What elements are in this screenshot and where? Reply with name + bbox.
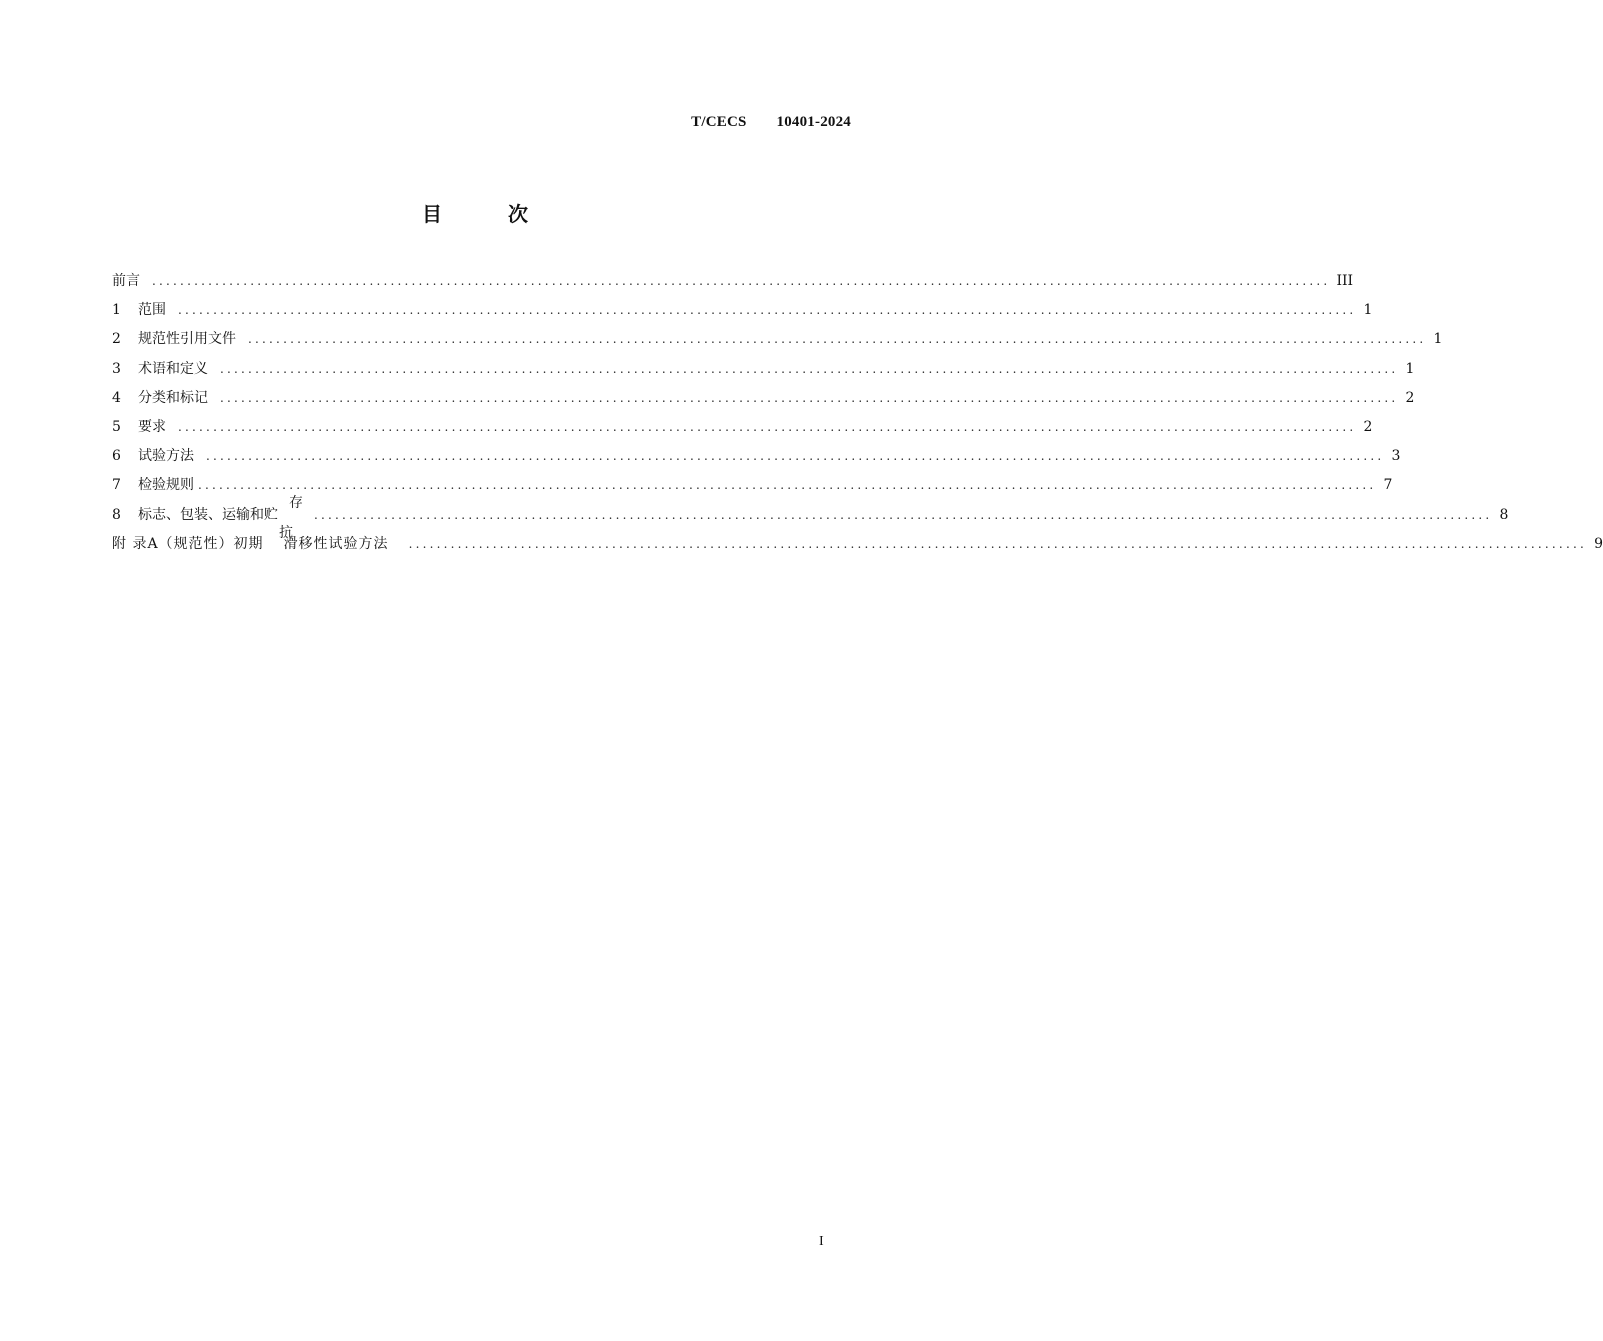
displaced-char-cun: 存 — [289, 495, 303, 511]
toc-entry-3[interactable] — [112, 358, 1415, 387]
toc-entry-page: 2 — [1363, 418, 1373, 435]
toc-leader-dots: ........................................................................................................................................................................ — [314, 507, 1493, 522]
standard-code: T/CECS — [691, 114, 747, 130]
toc-entry-2[interactable] — [112, 328, 1443, 357]
toc-entry-appendix-a[interactable] — [112, 533, 1603, 562]
toc-leader-dots: ........................................................................................................................................................................ — [220, 390, 1399, 405]
toc-entry-number: 1 — [112, 302, 121, 319]
toc-entry-8[interactable] — [112, 504, 1509, 533]
toc-entry-foreword[interactable] — [112, 270, 1354, 299]
toc-entry-page: 9 — [1594, 535, 1603, 552]
toc-entry-label: 试验方法 — [138, 448, 194, 465]
toc-entry-number: 8 — [112, 506, 121, 523]
toc-leader-dots: ........................................................................................................................................................................ — [198, 478, 1377, 493]
toc-entry-page: 1 — [1363, 302, 1373, 319]
toc-entry-6[interactable] — [112, 445, 1401, 474]
toc-entry-label: 标志、包装、运输和贮 — [138, 506, 278, 523]
title-char-1: 目 — [422, 202, 443, 226]
toc-entry-label: 附 录A（规范性）初期 — [112, 535, 264, 552]
toc-leader-dots: ........................................................................................................................................................................ — [152, 274, 1331, 288]
toc-entry-page: 7 — [1383, 477, 1393, 494]
toc-entry-number: 4 — [112, 389, 121, 406]
toc-entry-page: 2 — [1405, 389, 1415, 406]
toc-entry-1[interactable] — [112, 299, 1373, 328]
toc-leader-dots: ........................................................................................................................................................................ — [178, 419, 1357, 434]
toc-entry-label: 前言 — [112, 273, 140, 289]
toc-leader-dots: ........................................................................................................................................................................ — [248, 332, 1427, 347]
toc-entry-number: 7 — [112, 477, 121, 494]
standard-header — [691, 114, 851, 131]
toc-entry-page: 1 — [1433, 331, 1443, 348]
toc-entry-number: 5 — [112, 418, 121, 435]
title-char-2: 次 — [507, 202, 528, 226]
toc-leader-dots: ........................................................................................................................................................................ — [178, 303, 1357, 318]
toc-entry-label-cont: 滑移性试验方法 — [283, 535, 389, 552]
toc-entry-label: 要求 — [138, 418, 166, 435]
toc-entry-number: 2 — [112, 331, 121, 348]
toc-entry-label: 分类和标记 — [138, 389, 208, 406]
page-number: I — [819, 1234, 824, 1249]
toc-entry-page: 3 — [1391, 448, 1401, 465]
toc-entry-4[interactable] — [112, 387, 1415, 416]
toc-title — [0, 198, 950, 227]
toc-entry-page: 1 — [1405, 360, 1415, 377]
toc-entry-page: 8 — [1499, 506, 1509, 523]
table-of-contents — [112, 270, 1603, 562]
toc-entry-5[interactable] — [112, 416, 1373, 445]
displaced-char-kang: 抗 — [279, 525, 293, 541]
toc-entry-number: 3 — [112, 360, 121, 377]
toc-entry-page: III — [1336, 273, 1354, 289]
toc-entry-label: 规范性引用文件 — [138, 331, 236, 348]
toc-entry-number: 6 — [112, 448, 121, 465]
toc-leader-dots: ........................................................................................................................................................................ — [408, 536, 1587, 551]
toc-entry-label: 术语和定义 — [138, 360, 208, 377]
toc-entry-label: 检验规则 — [138, 477, 194, 494]
toc-leader-dots: ........................................................................................................................................................................ — [220, 361, 1399, 376]
standard-number: 10401-2024 — [776, 114, 851, 130]
toc-leader-dots: ........................................................................................................................................................................ — [206, 449, 1385, 464]
toc-entry-7[interactable] — [112, 474, 1393, 503]
toc-entry-label: 范围 — [138, 302, 166, 319]
